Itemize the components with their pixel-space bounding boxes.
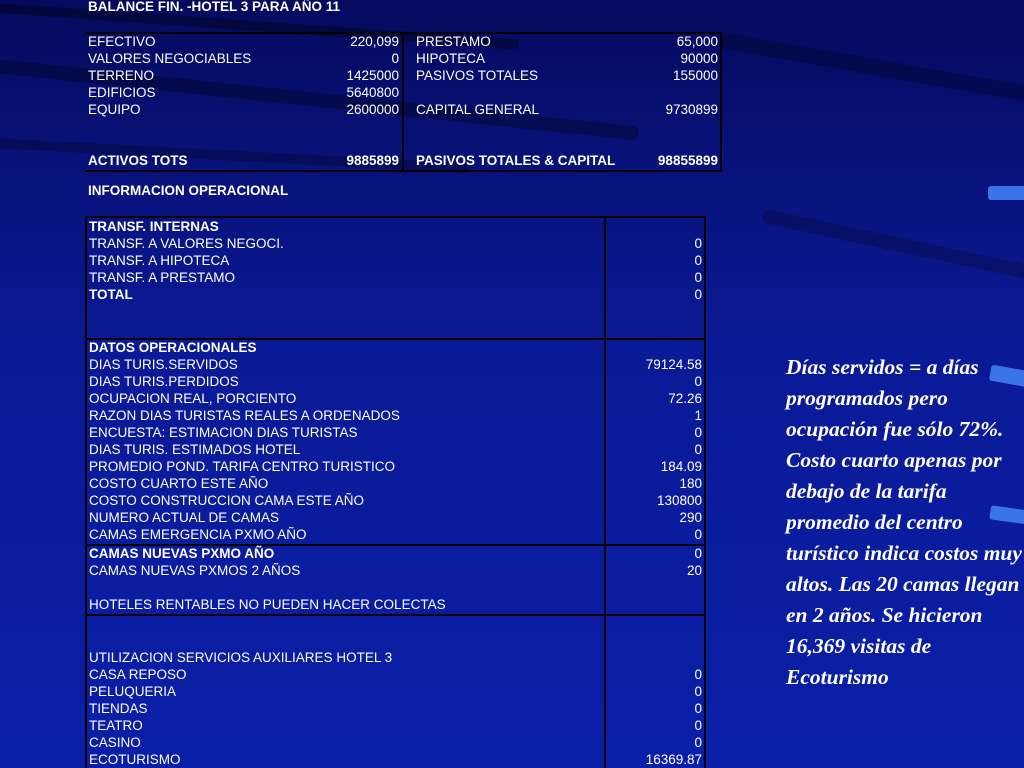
data-value: 1: [694, 408, 702, 423]
data-label: CAMAS EMERGENCIA PXMO AÑO: [89, 527, 307, 542]
liabilities-total-label: PASIVOS TOTALES & CAPITAL: [416, 153, 616, 168]
data-label: OCUPACION REAL, PORCIENTO: [89, 391, 297, 406]
liability-value: 65,000: [676, 34, 718, 49]
liability-label: PRESTAMO: [416, 34, 491, 49]
data-value: 0: [694, 374, 702, 389]
aux-label: CASA REPOSO: [89, 667, 187, 682]
aux-label: TEATRO: [89, 718, 143, 733]
table-border: [604, 216, 606, 768]
asset-value: 1425000: [346, 68, 399, 83]
liabilities-total-value: 98855899: [657, 153, 718, 168]
data-label: DIAS TURIS.PERDIDOS: [89, 374, 239, 389]
data-label: NUMERO ACTUAL DE CAMAS: [89, 510, 280, 525]
rentable-note: HOTELES RENTABLES NO PUEDEN HACER COLECTAS: [89, 597, 446, 612]
aux-heading: UTILIZACION SERVICIOS AUXILIARES HOTEL 3: [89, 650, 393, 665]
data-value: 184.09: [660, 459, 702, 474]
asset-value: 5640800: [346, 85, 399, 100]
data-value: 79124.58: [645, 357, 702, 372]
aux-value: 0: [694, 718, 702, 733]
aux-value: 16369.87: [645, 752, 702, 767]
table-border: [85, 216, 87, 768]
data-label: COSTO CONSTRUCCION CAMA ESTE AÑO: [89, 493, 365, 508]
table-border: [720, 32, 722, 172]
transfer-label: TRANSF. A PRESTAMO: [89, 270, 236, 285]
transfer-label: TRANSF. A VALORES NEGOCI.: [89, 236, 284, 251]
liability-value: 9730899: [665, 102, 718, 117]
data-label: COSTO CUARTO ESTE AÑO: [89, 476, 269, 491]
asset-label: VALORES NEGOCIABLES: [88, 51, 252, 66]
background-streak: [0, 137, 470, 173]
transfer-value: 0: [694, 270, 702, 285]
assets-total-value: 9885899: [346, 153, 399, 168]
transfer-label: TRANSF. A HIPOTECA: [89, 253, 230, 268]
liability-label: PASIVOS TOTALES: [416, 68, 539, 83]
data-value: 180: [679, 476, 702, 491]
transfer-value: 0: [694, 253, 702, 268]
accent-bar: [988, 186, 1024, 200]
data-value: 0: [694, 442, 702, 457]
asset-value: 2600000: [346, 102, 399, 117]
table-border: [85, 170, 722, 172]
liability-value: 90000: [680, 51, 718, 66]
transfers-total-value: 0: [694, 287, 702, 302]
data-label: DIAS TURIS. ESTIMADOS HOTEL: [89, 442, 301, 457]
aux-label: PELUQUERIA: [89, 684, 177, 699]
asset-value: 220,099: [350, 34, 399, 49]
assets-total-label: ACTIVOS TOTS: [88, 153, 188, 168]
new-beds-2-value: 20: [686, 563, 702, 578]
data-value: 130800: [656, 493, 702, 508]
transfers-heading: TRANSF. INTERNAS: [89, 219, 219, 234]
liability-label: HIPOTECA: [416, 51, 486, 66]
data-label: DIAS TURIS.SERVIDOS: [89, 357, 238, 372]
analysis-note: Días servidos = a días programados pero ocupación fue sólo 72%. Costo cuarto apenas por debajo de la tarifa promedio del centro turístico indica costos muy altos. Las 20 camas llegan en 2 años. Se hicieron 16,369 visitas de Ecoturismo: [786, 355, 1022, 689]
data-label: ENCUESTA: ESTIMACION DIAS TURISTAS: [89, 425, 358, 440]
asset-label: EFECTIVO: [88, 34, 156, 49]
table-border: [704, 216, 706, 768]
aux-label: ECOTURISMO: [89, 752, 181, 767]
asset-label: EDIFICIOS: [88, 85, 156, 100]
balance-title: BALANCE FIN. -HOTEL 3 PARA AÑO 11: [88, 0, 341, 14]
new-beds-2-label: CAMAS NUEVAS PXMOS 2 AÑOS: [89, 563, 301, 578]
aux-value: 0: [694, 701, 702, 716]
aux-value: 0: [694, 684, 702, 699]
aux-label: CASINO: [89, 735, 141, 750]
data-value: 0: [694, 527, 702, 542]
asset-label: TERRENO: [88, 68, 155, 83]
new-beds-value: 0: [694, 546, 702, 561]
aux-label: TIENDAS: [89, 701, 148, 716]
data-value: 290: [679, 510, 702, 525]
transfers-total-label: TOTAL: [89, 287, 133, 302]
asset-value: 0: [391, 51, 399, 66]
aux-value: 0: [694, 667, 702, 682]
aux-value: 0: [694, 735, 702, 750]
data-label: PROMEDIO POND. TARIFA CENTRO TURISTICO: [89, 459, 396, 474]
data-heading: DATOS OPERACIONALES: [89, 340, 257, 355]
table-border: [402, 32, 404, 172]
data-value: 72.26: [668, 391, 702, 406]
background-streak: [762, 209, 1024, 285]
data-label: RAZON DIAS TURISTAS REALES A ORDENADOS: [89, 408, 400, 423]
liability-label: CAPITAL GENERAL: [416, 102, 540, 117]
background-streak: [721, 32, 1024, 103]
new-beds-label: CAMAS NUEVAS PXMO AÑO: [89, 546, 275, 561]
transfer-value: 0: [694, 236, 702, 251]
liability-value: 155000: [672, 68, 718, 83]
table-border: [85, 614, 706, 616]
data-value: 0: [694, 425, 702, 440]
asset-label: EQUIPO: [88, 102, 141, 117]
operational-title: INFORMACION OPERACIONAL: [88, 183, 289, 198]
